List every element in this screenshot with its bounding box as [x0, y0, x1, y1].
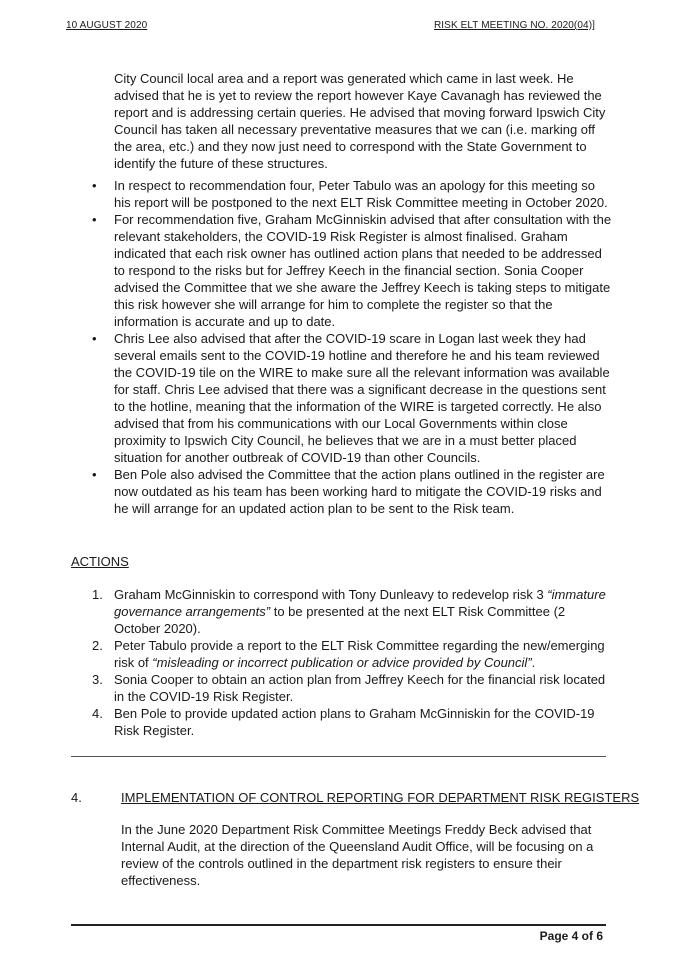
actions-list	[92, 586, 614, 739]
action-text: Peter Tabulo provide a report to the ELT Risk Committee regarding the new/emerging risk of	[114, 638, 605, 670]
action-number: 3.	[92, 672, 103, 687]
section-body: In the June 2020 Department Risk Committee Meetings Freddy Beck advised that Internal Audit, at the direction of the Queensland Audit Office, will be focusing on a review of the controls outlined in the department risk registers to ensure their effectiveness.	[121, 822, 594, 888]
section-number: 4.	[71, 790, 82, 805]
action-number: 4.	[92, 706, 103, 721]
page-number: Page 4 of 6	[539, 929, 603, 943]
section-divider	[71, 756, 606, 757]
bullet-item: • For recommendation five, Graham McGinniskin advised that after consultation with the relevant stakeholders, the COVID-19 Risk Register is almost finalised. Graham indicated that each risk owner has outlined action plans that needed to be addressed to respond to the risks but for Jeffrey Keech in the financial section. Sonia Cooper advised the Committee that we she aware the Jeffrey Keech is taking steps to mitigate this risk however she will arrange for him to complete the register so that the information is accurate and up to date.	[114, 211, 614, 330]
action-text-after: .	[531, 655, 536, 670]
action-text-italic: “immature governance arrangements”	[114, 587, 606, 619]
action-item	[92, 637, 614, 671]
header-meeting-number: RISK ELT MEETING NO. 2020(04)]	[433, 20, 595, 31]
bullet-item: • Chris Lee also advised that after the COVID-19 scare in Logan last week they had several emails sent to the COVID-19 hotline and therefore he and his team reviewed the COVID-19 tile on the WIRE to make sure all the relevant information was available for staff. Chris Lee advised that there was a significant decrease in the questions sent to the hotline, meaning that the information of the WIRE is targeted correctly. He also advised that from his communications with our Local Governments within close proximity to Ipswich City Council, he believes that we are in a must better placed situation for another outbreak of COVID-19 than other Councils.	[114, 330, 614, 466]
discussion-bullet-list	[114, 177, 614, 517]
action-number: 2.	[92, 638, 103, 653]
section-title: IMPLEMENTATION OF CONTROL REPORTING FOR DEPARTMENT RISK REGISTERS	[121, 790, 640, 805]
action-text-italic: “misleading or incorrect publication or advice provided by Council”	[152, 655, 532, 670]
action-item	[92, 671, 614, 705]
footer-rule	[71, 924, 606, 926]
header-date: 10 AUGUST 2020	[66, 20, 148, 31]
intro-paragraph: City Council local area and a report was generated which came in last week. He advised that he is yet to review the report however Kaye Cavanagh has reviewed the report and is addressing certain queries. He advised that moving forward Ipswich City Council has taken all necessary preventative measures that we can (i.e. marking off the area, etc.) and they now just need to correspond with the State Government to identify the future of these structures.	[114, 71, 606, 171]
action-number: 1.	[92, 587, 103, 602]
action-item	[92, 705, 614, 739]
actions-heading: ACTIONS	[71, 554, 129, 569]
action-text: Graham McGinniskin to correspond with Tony Dunleavy to redevelop risk 3	[114, 587, 548, 602]
action-item	[92, 586, 614, 637]
action-text: Ben Pole to provide updated action plans to Graham McGinniskin for the COVID-19 Risk Register.	[114, 706, 595, 738]
bullet-item: • Ben Pole also advised the Committee that the action plans outlined in the register are now outdated as his team has been working hard to mitigate the COVID-19 risks and he will arrange for an updated action plan to be sent to the Risk team.	[114, 466, 614, 517]
action-text-after: to be presented at the next ELT Risk Committee (2 October 2020).	[114, 604, 566, 636]
bullet-item: • In respect to recommendation four, Peter Tabulo was an apology for this meeting so his report will be postponed to the next ELT Risk Committee meeting in October 2020.	[114, 177, 614, 211]
action-text: Sonia Cooper to obtain an action plan from Jeffrey Keech for the financial risk located in the COVID-19 Risk Register.	[114, 672, 606, 704]
